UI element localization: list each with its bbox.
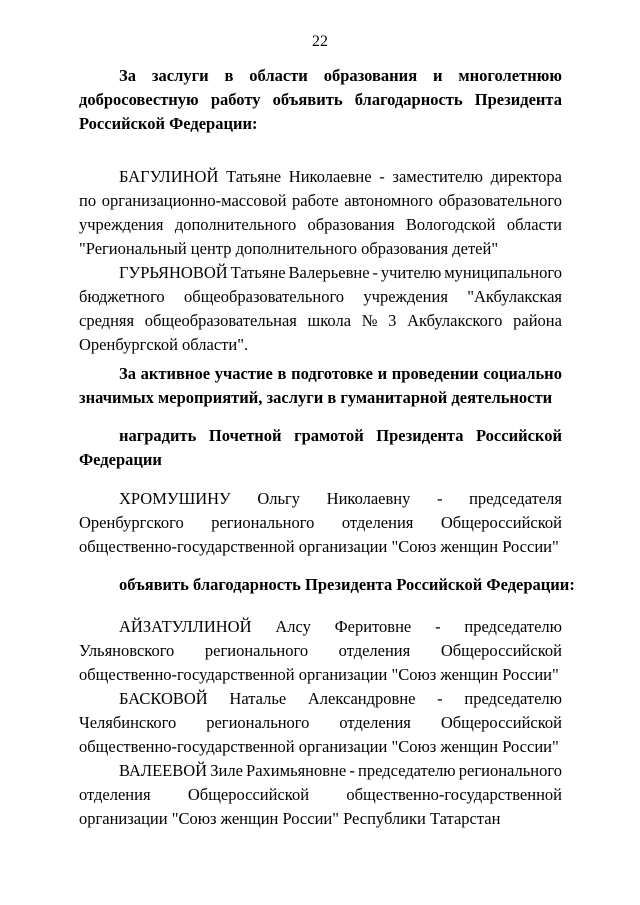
text-line: [79, 639, 562, 663]
word: регионального: [204, 641, 309, 660]
word: -: [349, 761, 355, 780]
word: образования: [307, 215, 395, 234]
word: дополнительного: [174, 215, 297, 234]
text-line: общественно-государственной организации "Союз женщин России": [79, 737, 559, 756]
word: отделения: [79, 785, 151, 804]
word: автономного: [344, 191, 434, 210]
word: БАГУЛИНОЙ: [119, 167, 219, 186]
text-line: Федерации: [79, 450, 162, 469]
word: Валерьевне: [288, 263, 370, 282]
word: Ульяновского: [79, 641, 175, 660]
word: области: [506, 215, 562, 234]
word: Президента: [376, 426, 464, 445]
word: Общероссийской: [440, 641, 562, 660]
word: Николаевне: [288, 167, 372, 186]
word: подготовке: [291, 364, 373, 383]
word: проведении: [391, 364, 479, 383]
word: Вологодской: [405, 215, 496, 234]
word: социально: [483, 364, 562, 383]
word: учреждения: [363, 287, 448, 306]
word: председателю: [358, 761, 456, 780]
word: председателя: [469, 489, 562, 508]
word: благодарность: [354, 90, 463, 109]
section-social-events-header: [79, 362, 562, 410]
text-line: организации "Союз женщин России" Республики Татарстан: [79, 809, 501, 828]
text-line: [79, 64, 562, 88]
word: учителю: [380, 263, 442, 282]
word: Зиле: [210, 761, 243, 780]
word: Феритовне: [334, 617, 412, 636]
word: За: [119, 66, 136, 85]
text-line: Российской Федерации:: [79, 114, 258, 133]
word: организационно-массовой: [101, 191, 287, 210]
word: работе: [292, 191, 339, 210]
word: Акбулакского: [407, 311, 503, 330]
text-line: [79, 424, 562, 448]
word: по: [79, 191, 97, 210]
section-education-award-header: [79, 64, 562, 136]
word: общеобразовательная: [144, 311, 297, 330]
word: председателю: [464, 689, 562, 708]
text-line: [79, 213, 562, 237]
word: Алсу: [275, 617, 311, 636]
word: Общероссийской: [187, 785, 310, 804]
text-line: [79, 783, 562, 807]
word: -: [372, 263, 378, 282]
word: заместителю: [392, 167, 483, 186]
section-gratitude-awardees: [79, 615, 562, 831]
text-line: значимых мероприятий, заслуги в гуманитарной деятельности: [79, 388, 553, 407]
word: добросовестную: [79, 90, 199, 109]
word: в: [277, 364, 287, 383]
text-line: [79, 711, 562, 735]
text-line: [79, 165, 562, 189]
text-line: общественно-государственной организации "Союз женщин России": [79, 537, 559, 556]
word: средняя: [79, 311, 135, 330]
text-line: [79, 189, 562, 213]
text-line: [79, 615, 562, 639]
word: многолетнюю: [458, 66, 562, 85]
word: отделения: [341, 513, 414, 532]
word: Оренбургского: [79, 513, 184, 532]
page-number: 22: [312, 33, 328, 50]
word: Ольгу: [257, 489, 301, 508]
word: отделения: [338, 641, 411, 660]
text-line: [79, 285, 562, 309]
word: регионального: [458, 761, 562, 780]
text-line: [79, 362, 562, 386]
word: За: [119, 364, 136, 383]
word: Рахимьяновне: [246, 761, 347, 780]
word: работу: [210, 90, 261, 109]
word: -: [436, 489, 443, 508]
word: образовательного: [438, 191, 562, 210]
word: БАСКОВОЙ: [119, 689, 208, 708]
word: директора: [490, 167, 562, 186]
word: "Акбулакская: [467, 287, 562, 306]
word: района: [513, 311, 562, 330]
section-gratitude-header: [79, 573, 575, 597]
section-certificate-awardees: [79, 487, 562, 559]
text-line: Оренбургской области".: [79, 335, 249, 354]
word: -: [379, 167, 385, 186]
text-line: "Региональный центр дополнительного образования детей": [79, 239, 499, 258]
word: учреждения: [79, 215, 164, 234]
text-line: объявить благодарность Президента Российской Федерации:: [119, 575, 575, 594]
word: №: [361, 311, 378, 330]
word: бюджетного: [79, 287, 165, 306]
word: Наталье: [229, 689, 287, 708]
section-certificate-award: [79, 424, 562, 472]
word: Президента: [474, 90, 562, 109]
word: и: [433, 66, 443, 85]
word: грамотой: [294, 426, 364, 445]
word: Николаевну: [326, 489, 411, 508]
word: наградить: [119, 426, 197, 445]
word: отделения: [339, 713, 411, 732]
word: Общероссийской: [440, 513, 562, 532]
word: ВАЛЕЕВОЙ: [119, 761, 208, 780]
word: -: [435, 617, 441, 636]
word: АЙЗАТУЛЛИНОЙ: [119, 617, 252, 636]
word: объявить: [272, 90, 343, 109]
word: ХРОМУШИНУ: [119, 489, 231, 508]
word: Александровне: [307, 689, 416, 708]
text-line: общественно-государственной организации "Союз женщин России": [79, 665, 559, 684]
word: 3: [388, 311, 397, 330]
word: -: [437, 689, 443, 708]
word: участие: [214, 364, 273, 383]
word: Татьяне: [230, 263, 286, 282]
word: школа: [307, 311, 352, 330]
text-line: [79, 88, 562, 112]
word: активное: [140, 364, 211, 383]
word: области: [249, 66, 308, 85]
word: и: [377, 364, 388, 383]
word: регионального: [211, 513, 315, 532]
word: регионального: [206, 713, 310, 732]
word: Общероссийской: [440, 713, 562, 732]
word: председателю: [464, 617, 562, 636]
word: в: [224, 66, 234, 85]
text-line: [79, 487, 562, 511]
text-line: [79, 759, 562, 783]
text-line: [79, 309, 562, 333]
text-line: [79, 687, 562, 711]
section-education-awardees: [79, 165, 562, 357]
word: Челябинского: [79, 713, 177, 732]
word: общественно-государственной: [346, 785, 562, 804]
word: муниципального: [444, 263, 562, 282]
text-line: [79, 511, 562, 535]
word: заслуги: [151, 66, 209, 85]
word: Татьяне: [226, 167, 282, 186]
word: Российской: [476, 426, 562, 445]
word: образования: [323, 66, 418, 85]
word: Почетной: [208, 426, 282, 445]
word: ГУРЬЯНОВОЙ: [119, 263, 228, 282]
text-line: [79, 261, 562, 285]
word: общеобразовательного: [184, 287, 345, 306]
